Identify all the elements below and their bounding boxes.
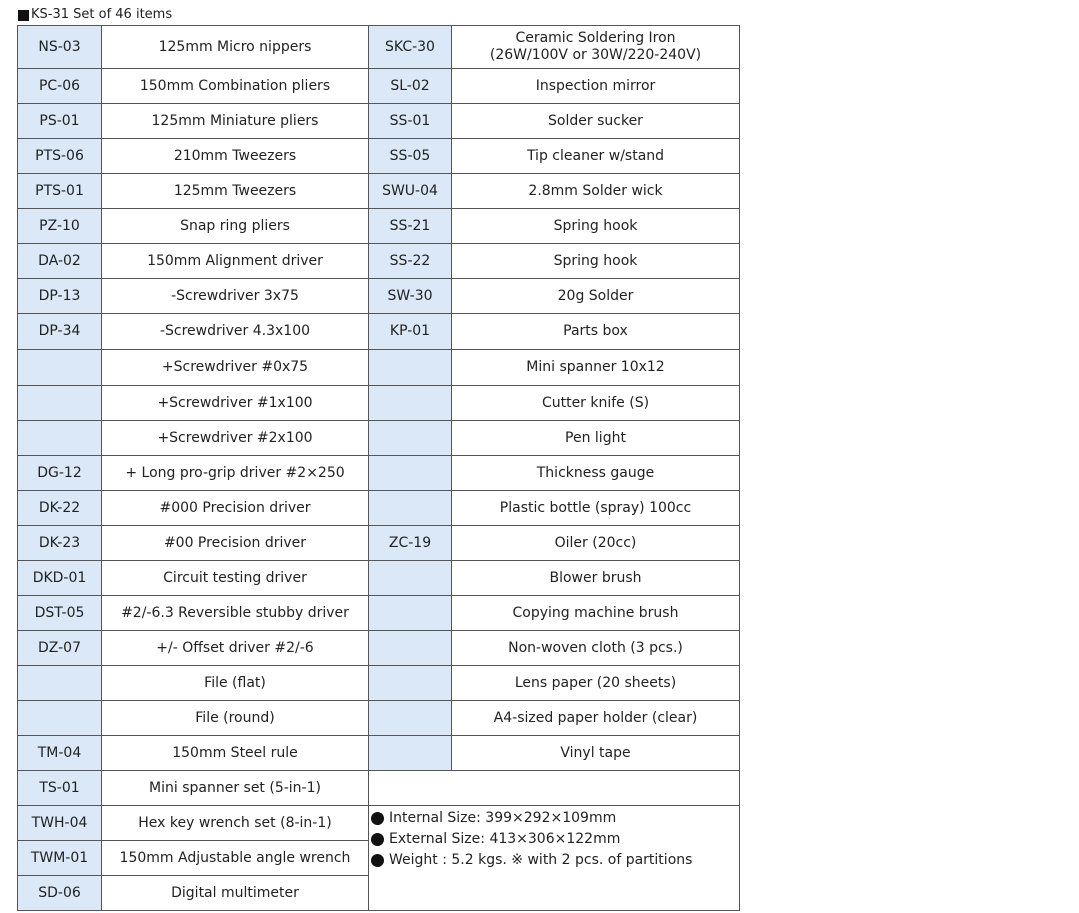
left-code-cell: PS-01 bbox=[18, 104, 102, 139]
right-code-cell: SKC-30 bbox=[369, 26, 452, 69]
left-item-cell: +Screwdriver #2x100 bbox=[102, 421, 369, 456]
left-code-cell: PTS-06 bbox=[18, 139, 102, 174]
right-item-cell: Tip cleaner w/stand bbox=[452, 139, 740, 174]
table-row bbox=[18, 244, 740, 279]
title-text: KS-31 Set of 46 items bbox=[31, 7, 173, 22]
left-item-cell: #2/-6.3 Reversible stubby driver bbox=[102, 596, 369, 631]
table-row bbox=[18, 174, 740, 209]
right-item-cell: Thickness gauge bbox=[452, 456, 740, 491]
left-code-cell: DK-23 bbox=[18, 526, 102, 561]
table-row bbox=[18, 631, 740, 666]
table-row bbox=[18, 701, 740, 736]
left-code-cell: PC-06 bbox=[18, 69, 102, 104]
table-row bbox=[18, 104, 740, 139]
left-item-cell: 125mm Tweezers bbox=[102, 174, 369, 209]
table-row bbox=[18, 421, 740, 456]
left-item-cell: Circuit testing driver bbox=[102, 561, 369, 596]
left-code-cell: TWM-01 bbox=[18, 841, 102, 876]
table-row bbox=[18, 561, 740, 596]
left-item-cell: -Screwdriver 3x75 bbox=[102, 279, 369, 314]
left-item-cell: -Screwdriver 4.3x100 bbox=[102, 314, 369, 350]
table-row bbox=[18, 526, 740, 561]
right-code-cell: SW-30 bbox=[369, 279, 452, 314]
table-row bbox=[18, 806, 740, 841]
left-item-cell: 210mm Tweezers bbox=[102, 139, 369, 174]
right-code-cell bbox=[369, 491, 452, 526]
left-code-cell: PZ-10 bbox=[18, 209, 102, 244]
left-item-cell: 125mm Miniature pliers bbox=[102, 104, 369, 139]
right-item-cell: Solder sucker bbox=[452, 104, 740, 139]
right-item-cell: Blower brush bbox=[452, 561, 740, 596]
left-code-cell: DA-02 bbox=[18, 244, 102, 279]
table-row bbox=[18, 139, 740, 174]
spec-line bbox=[371, 829, 739, 850]
right-code-cell bbox=[369, 701, 452, 736]
right-item-cell: 20g Solder bbox=[452, 279, 740, 314]
right-item-cell: Vinyl tape bbox=[452, 736, 740, 771]
spec-line bbox=[371, 808, 739, 829]
left-item-cell: File (round) bbox=[102, 701, 369, 736]
right-code-cell: ZC-19 bbox=[369, 526, 452, 561]
right-item-cell: 2.8mm Solder wick bbox=[452, 174, 740, 209]
left-code-cell: TM-04 bbox=[18, 736, 102, 771]
right-code-cell: SS-22 bbox=[369, 244, 452, 279]
item-name-line2: (26W/100V or 30W/220-240V) bbox=[489, 47, 702, 63]
left-code-cell: NS-03 bbox=[18, 26, 102, 69]
square-bullet-icon bbox=[18, 10, 29, 21]
left-item-cell: #000 Precision driver bbox=[102, 491, 369, 526]
table-row bbox=[18, 69, 740, 104]
item-table bbox=[17, 25, 740, 911]
right-code-cell bbox=[369, 631, 452, 666]
table-row bbox=[18, 491, 740, 526]
left-code-cell: DP-34 bbox=[18, 314, 102, 350]
bullet-icon bbox=[371, 812, 384, 825]
left-code-cell bbox=[18, 386, 102, 421]
left-code-cell: DST-05 bbox=[18, 596, 102, 631]
left-code-cell: DK-22 bbox=[18, 491, 102, 526]
left-code-cell: DG-12 bbox=[18, 456, 102, 491]
table-row bbox=[18, 596, 740, 631]
internal-size-text: Internal Size: 399×292×109mm bbox=[389, 810, 617, 826]
right-item-cell: Spring hook bbox=[452, 244, 740, 279]
right-code-cell: SWU-04 bbox=[369, 174, 452, 209]
spec-line bbox=[371, 850, 739, 871]
right-item-cell: Inspection mirror bbox=[452, 69, 740, 104]
left-code-cell: DP-13 bbox=[18, 279, 102, 314]
right-code-cell: SS-05 bbox=[369, 139, 452, 174]
left-item-cell: Digital multimeter bbox=[102, 876, 369, 911]
left-item-cell: +Screwdriver #0x75 bbox=[102, 350, 369, 386]
item-name-line1: Ceramic Soldering Iron bbox=[515, 30, 676, 46]
left-code-cell: SD-06 bbox=[18, 876, 102, 911]
left-code-cell: TS-01 bbox=[18, 771, 102, 806]
weight-text: Weight : 5.2 kgs. ※ with 2 pcs. of partitions bbox=[389, 852, 693, 868]
table-row bbox=[18, 314, 740, 350]
left-item-cell: +/- Offset driver #2/-6 bbox=[102, 631, 369, 666]
left-item-cell: Snap ring pliers bbox=[102, 209, 369, 244]
right-code-cell bbox=[369, 421, 452, 456]
bullet-icon bbox=[371, 854, 384, 867]
left-item-cell: 150mm Steel rule bbox=[102, 736, 369, 771]
right-code-cell bbox=[369, 666, 452, 701]
left-item-cell: 125mm Micro nippers bbox=[102, 26, 369, 69]
left-code-cell: TWH-04 bbox=[18, 806, 102, 841]
right-code-cell: SS-01 bbox=[369, 104, 452, 139]
right-code-cell bbox=[369, 736, 452, 771]
right-item-cell: Oiler (20cc) bbox=[452, 526, 740, 561]
right-code-cell: SS-21 bbox=[369, 209, 452, 244]
left-code-cell: PTS-01 bbox=[18, 174, 102, 209]
right-item-cell: Lens paper (20 sheets) bbox=[452, 666, 740, 701]
right-code-cell: KP-01 bbox=[369, 314, 452, 350]
table-row bbox=[18, 26, 740, 69]
right-item-cell: Non-woven cloth (3 pcs.) bbox=[452, 631, 740, 666]
right-item-cell: Plastic bottle (spray) 100cc bbox=[452, 491, 740, 526]
right-code-cell bbox=[369, 386, 452, 421]
left-item-cell: 150mm Combination pliers bbox=[102, 69, 369, 104]
page-title bbox=[18, 6, 172, 24]
left-code-cell: DZ-07 bbox=[18, 631, 102, 666]
left-code-cell: DKD-01 bbox=[18, 561, 102, 596]
right-item-cell bbox=[452, 26, 740, 69]
right-item-cell: A4-sized paper holder (clear) bbox=[452, 701, 740, 736]
table-row bbox=[18, 736, 740, 771]
table-row bbox=[18, 279, 740, 314]
right-code-cell bbox=[369, 350, 452, 386]
left-item-cell: Hex key wrench set (8-in-1) bbox=[102, 806, 369, 841]
right-code-cell bbox=[369, 561, 452, 596]
left-item-cell: + Long pro-grip driver #2×250 bbox=[102, 456, 369, 491]
table-row bbox=[18, 350, 740, 386]
left-item-cell: 150mm Alignment driver bbox=[102, 244, 369, 279]
right-code-cell bbox=[369, 456, 452, 491]
left-item-cell: +Screwdriver #1x100 bbox=[102, 386, 369, 421]
left-code-cell bbox=[18, 666, 102, 701]
bullet-icon bbox=[371, 833, 384, 846]
right-code-cell: SL-02 bbox=[369, 69, 452, 104]
empty-cell bbox=[369, 771, 740, 806]
right-item-cell: Parts box bbox=[452, 314, 740, 350]
right-item-cell: Copying machine brush bbox=[452, 596, 740, 631]
left-code-cell bbox=[18, 701, 102, 736]
external-size-text: External Size: 413×306×122mm bbox=[389, 831, 621, 847]
left-code-cell bbox=[18, 421, 102, 456]
left-item-cell: Mini spanner set (5-in-1) bbox=[102, 771, 369, 806]
right-item-cell: Cutter knife (S) bbox=[452, 386, 740, 421]
right-item-cell: Pen light bbox=[452, 421, 740, 456]
left-item-cell: 150mm Adjustable angle wrench bbox=[102, 841, 369, 876]
left-code-cell bbox=[18, 350, 102, 386]
table-row bbox=[18, 666, 740, 701]
right-code-cell bbox=[369, 596, 452, 631]
table-row bbox=[18, 771, 740, 806]
table-row bbox=[18, 456, 740, 491]
left-item-cell: #00 Precision driver bbox=[102, 526, 369, 561]
left-item-cell: File (flat) bbox=[102, 666, 369, 701]
right-item-cell: Mini spanner 10x12 bbox=[452, 350, 740, 386]
right-item-cell: Spring hook bbox=[452, 209, 740, 244]
table-row bbox=[18, 386, 740, 421]
specifications-cell bbox=[369, 806, 740, 911]
table-row bbox=[18, 209, 740, 244]
